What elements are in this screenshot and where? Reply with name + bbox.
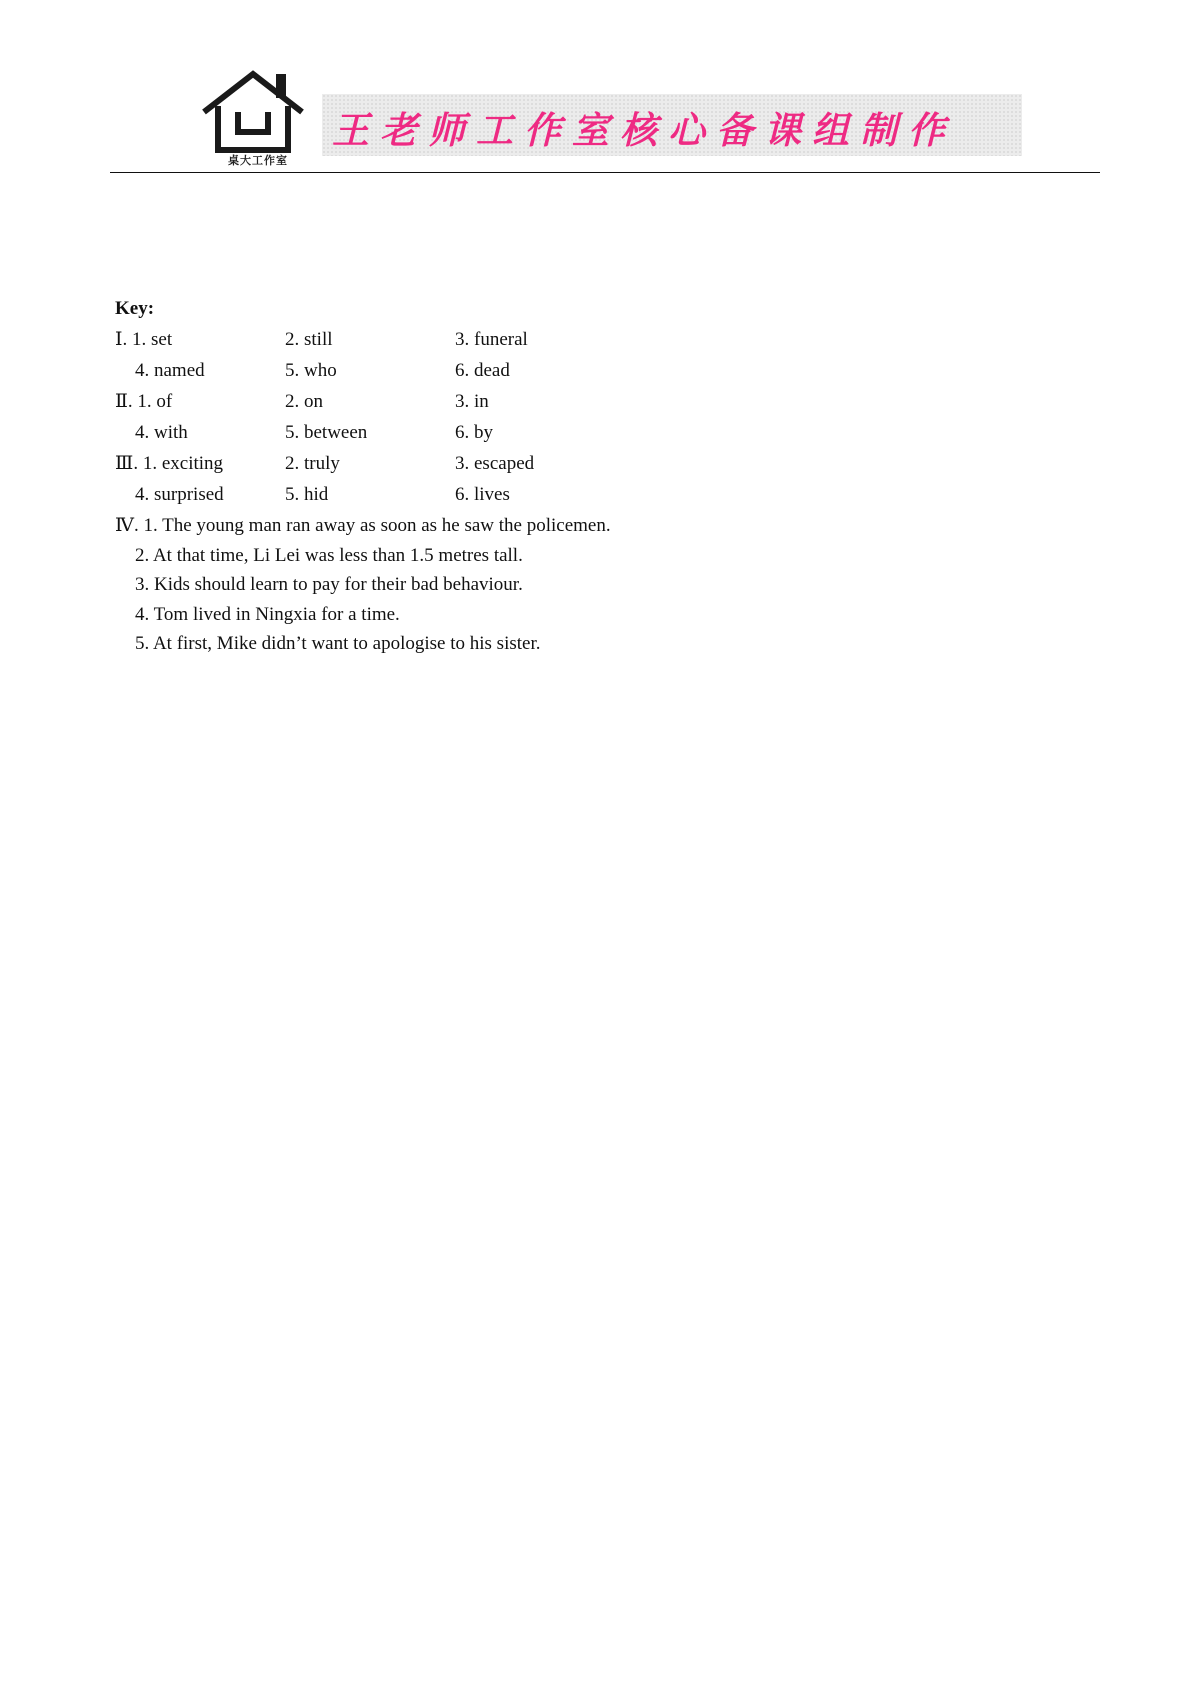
sentence-row	[115, 599, 400, 629]
answer-item: 2. still	[285, 329, 333, 350]
logo-caption: 桌大工作室	[228, 154, 288, 167]
sentence-answer: 2. At that time, Li Lei was less than 1.5 metres tall.	[135, 544, 523, 566]
answer-item: 3. in	[455, 391, 489, 412]
sentence-row	[115, 540, 523, 570]
answer-item: 4. surprised	[135, 484, 224, 505]
answer-item: 6. lives	[455, 484, 510, 505]
key-row	[115, 324, 528, 355]
key-row	[115, 355, 510, 386]
answer-item: 2. on	[285, 391, 323, 412]
answer-item: 5. hid	[285, 484, 329, 505]
sentence-row	[115, 569, 523, 599]
sentence-row	[115, 510, 611, 540]
key-row	[115, 386, 489, 417]
sentence-answer: 5. At first, Mike didn’t want to apologise to his sister.	[135, 633, 541, 654]
sentence-row	[115, 628, 541, 658]
answer-item: 5. between	[285, 422, 368, 443]
answer-item: 6. dead	[455, 360, 510, 381]
answer-key	[115, 293, 611, 658]
answer-item: 6. by	[455, 422, 493, 443]
key-row	[115, 448, 535, 479]
answer-item: 3. funeral	[455, 329, 528, 350]
banner-text: 王老师工作室核心备课组制作	[332, 109, 956, 152]
answer-item: 2. truly	[285, 453, 340, 474]
answer-item: 4. named	[135, 360, 205, 381]
sentence-answer: Ⅳ. 1. The young man ran away as soon as he saw the policemen.	[115, 515, 611, 536]
answer-item: 5. who	[285, 360, 337, 381]
sentence-answer: 4. Tom lived in Ningxia for a time.	[135, 603, 400, 625]
key-title: Key:	[115, 298, 155, 319]
page-header	[110, 70, 1100, 175]
sentence-answer: 3. Kids should learn to pay for their bad behaviour.	[135, 574, 523, 595]
banner	[322, 94, 1022, 156]
answer-item: Ⅰ. 1. set	[115, 329, 173, 350]
key-row	[115, 417, 493, 448]
answer-item: 3. escaped	[455, 453, 535, 474]
answer-item: 4. with	[135, 422, 188, 443]
answer-item: Ⅱ. 1. of	[115, 391, 173, 412]
answer-item: Ⅲ. 1. exciting	[115, 453, 224, 474]
header-rule	[110, 172, 1100, 173]
key-row	[115, 479, 510, 510]
